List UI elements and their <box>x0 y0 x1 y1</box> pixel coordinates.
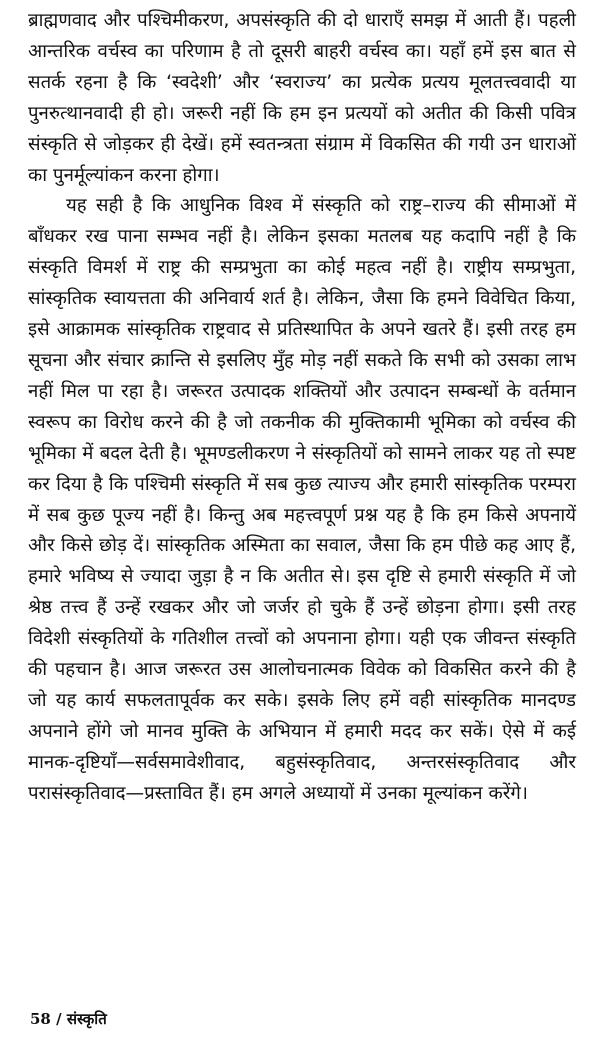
running-title: संस्कृति <box>66 1010 107 1028</box>
page-body <box>28 6 576 810</box>
paragraph-2: यह सही है कि आधुनिक विश्व में संस्कृति को राष्ट्र–राज्य की सीमाओं में बाँधकर रख पाना सम्भव नहीं है। लेकिन इसका मतलब यह कदापि नहीं है कि संस्कृति विमर्श में राष्ट्र की सम्प्रभुता का कोई महत्व नहीं है। राष्ट्रीय सम्प्रभुता, सांस्कृतिक स्वायत्तता की अनिवार्य शर्त है। लेकिन, जैसा कि हमने विवेचित किया, इसे आक्रामक सांस्कृतिक राष्ट्रवाद से प्रतिस्थापित के अपने खतरे हैं। इसी तरह हम सूचना और संचार क्रान्ति से इसलिए मुँह मोड़ नहीं सकते कि सभी को उसका लाभ नहीं मिल पा रहा है। जरूरत उत्पादक शक्तियों और उत्पादन सम्बन्धों के वर्तमान स्वरूप का विरोध करने की है जो तकनीक की मुक्तिकामी भूमिका को वर्चस्व की भूमिका में बदल देती है। भूमण्डलीकरण ने संस्कृतियों को सामने लाकर यह तो स्पष्ट कर दिया है कि पश्चिमी संस्कृति में सब कुछ त्याज्य और हमारी सांस्कृतिक परम्परा में सब कुछ पूज्य नहीं है। किन्तु अब महत्त्वपूर्ण प्रश्न यह है कि हम किसे अपनायें और किसे छोड़ दें। सांस्कृतिक अस्मिता का सवाल, जैसा कि हम पीछे कह आए हैं, हमारे भविष्य से ज्यादा जुड़ा है न कि अतीत से। इस दृष्टि से हमारी संस्कृति में जो श्रेष्ठ तत्त्व हैं उन्हें रखकर और जो जर्जर हो चुके हैं उन्हें छोड़ना होगा। इसी तरह विदेशी संस्कृतियों के गतिशील तत्त्वों को अपनाना होगा। यही एक जीवन्त संस्कृति की पहचान है। आज जरूरत उस आलोचनात्मक विवेक को विकसित करने की है जो यह कार्य सफलतापूर्वक कर सके। इसके लिए हमें वही सांस्कृतिक मानदण्ड अपनाने होंगे जो मानव मुक्ति के अभियान में हमारी मदद कर सकें। ऐसे में कई मानक-दृष्टियाँ—सर्वसमावेशीवाद, बहुसंस्कृतिवाद, अन्तरसंस्कृतिवाद और परासंस्कृतिवाद—प्रस्तावित हैं। हम अगले अध्यायों में उनका मूल्यांकन करेंगे। <box>28 195 577 804</box>
paragraph-1: ब्राह्मणवाद और पश्चिमीकरण, अपसंस्कृति की दो धाराएँ समझ में आती हैं। पहली आन्तरिक वर्चस्व का परिणाम है तो दूसरी बाहरी वर्चस्व का। यहाँ हमें इस बात से सतर्क रहना है कि ‘स्वदेशी’ और ‘स्वराज्य’ का प्रत्येक प्रत्यय मूलतत्त्ववादी या पुनरुत्थानवादी ही हो। जरूरी नहीं कि हम इन प्रत्ययों को अतीत की किसी पवित्र संस्कृति से जोड़कर ही देखें। हमें स्वतन्त्रता संग्राम में विकसित की गयी उन धाराओं का पुनर्मूल्यांकन करना होगा। <box>28 10 576 186</box>
page-footer <box>30 1009 107 1029</box>
footer-separator: / <box>50 1010 67 1028</box>
page-number: 58 <box>30 1010 51 1028</box>
